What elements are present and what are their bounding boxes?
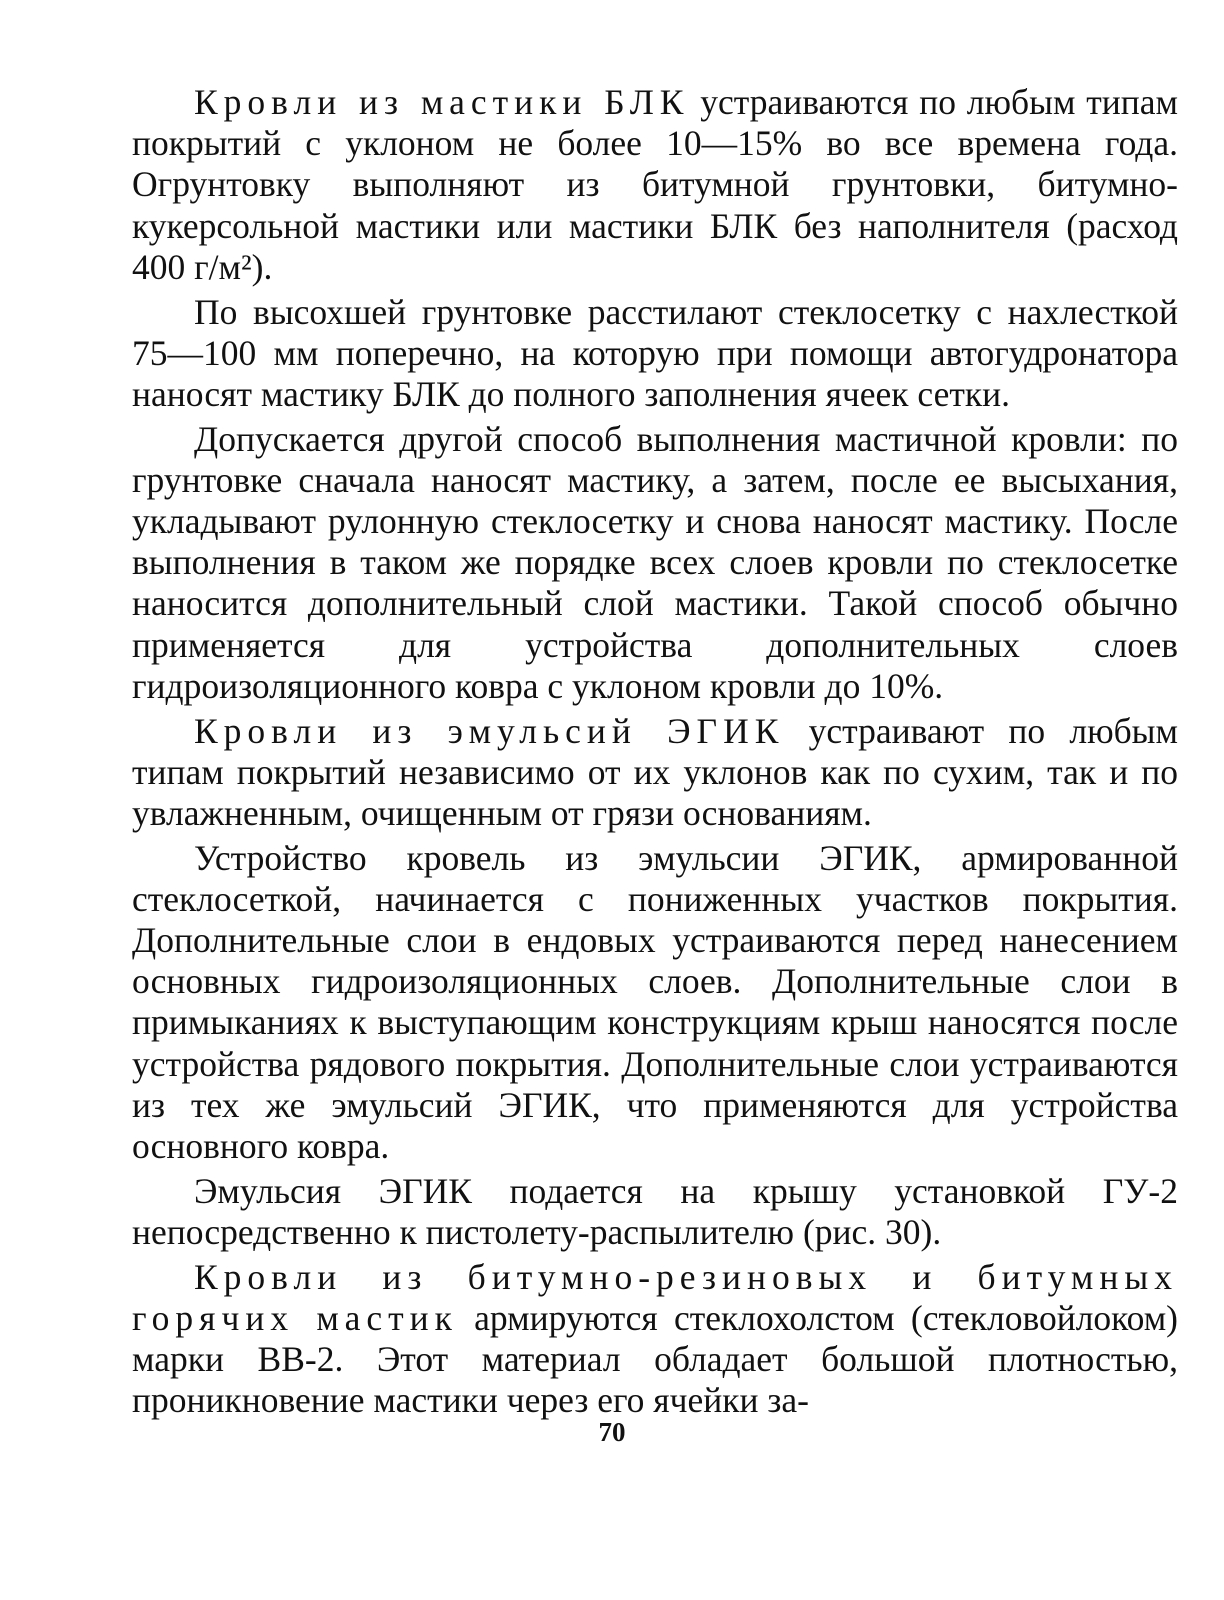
paragraph-egik-supply [132,1171,1178,1253]
paragraph-lead: Кровли из битумно-резиновых и битумных горячих мастик [132,1256,1178,1338]
paragraph-text: Эмульсия ЭГИК подается на крышу установкой ГУ-2 непосредственно к пистолету-распылителю (рис. 30). [132,1170,1178,1252]
paragraph-text: По высохшей грунтовке расстилают стеклосетку с нахлесткой 75—100 мм поперечно, на которую при помощи автогудронатора наносят мастику БЛК до полного заполнения ячеек сетки. [132,291,1178,414]
paragraph-text: устраиваются по любым типам покрытий с уклоном не более 10—15% во все времена года. Огрунтовку выполняют из битумной грунтовки, битумно-кукерсольной мастики или мастики БЛК без наполнителя (расход 400 г/м²). [132,82,1178,287]
paragraph-text: устраивают по любым типам покрытий независимо от их уклонов как по сухим, так и по увлажненным, очищенным от грязи основаниям. [132,710,1178,833]
paragraph-text: армируются стеклохолстом (стекловойлоком) марки ВВ-2. Этот материал обладает большой плотностью, проникновение мастики через его ячейки за- [132,1297,1178,1421]
paragraph-lead: Кровли из эмульсий ЭГИК [194,710,785,751]
paragraph-blk-mastic [132,82,1178,288]
paragraph-glass-mesh [132,292,1178,416]
paragraph-egik-installation [132,838,1178,1168]
paragraph-text: Допускается другой способ выполнения мастичной кровли: по грунтовке сначала наносят мастику, а затем, после ее высыхания, укладывают рулонную стеклосетку и снова наносят мастику. После выполнения в таком же порядке всех слоев кровли по стеклосетке наносится дополнительный слой мастики. Такой способ обычно применяется для устройства дополнительных слоев гидроизоляционного ковра с уклоном кровли до 10%. [132,418,1178,706]
paragraph-lead: Кровли из мастики БЛК [194,82,690,122]
paragraph-egik-emulsions [132,711,1178,835]
paragraph-alternative-method [132,419,1178,707]
page-number: 70 [598,1417,626,1447]
paragraph-text: Устройство кровель из эмульсии ЭГИК, армированной стеклосеткой, начинается с пониженных участков покрытия. Дополнительные слои в ендовых устраиваются перед нанесением основных гидроизоляционных слоев. Дополнительные слои в примыканиях к выступающим конструкциям крыш наносятся после устройства рядового покрытия. Дополнительные слои устраиваются из тех же эмульсий ЭГИК, что применяются для устройства основного ковра. [132,837,1178,1167]
page-body [132,82,1178,1425]
paragraph-hot-mastics [132,1257,1178,1422]
